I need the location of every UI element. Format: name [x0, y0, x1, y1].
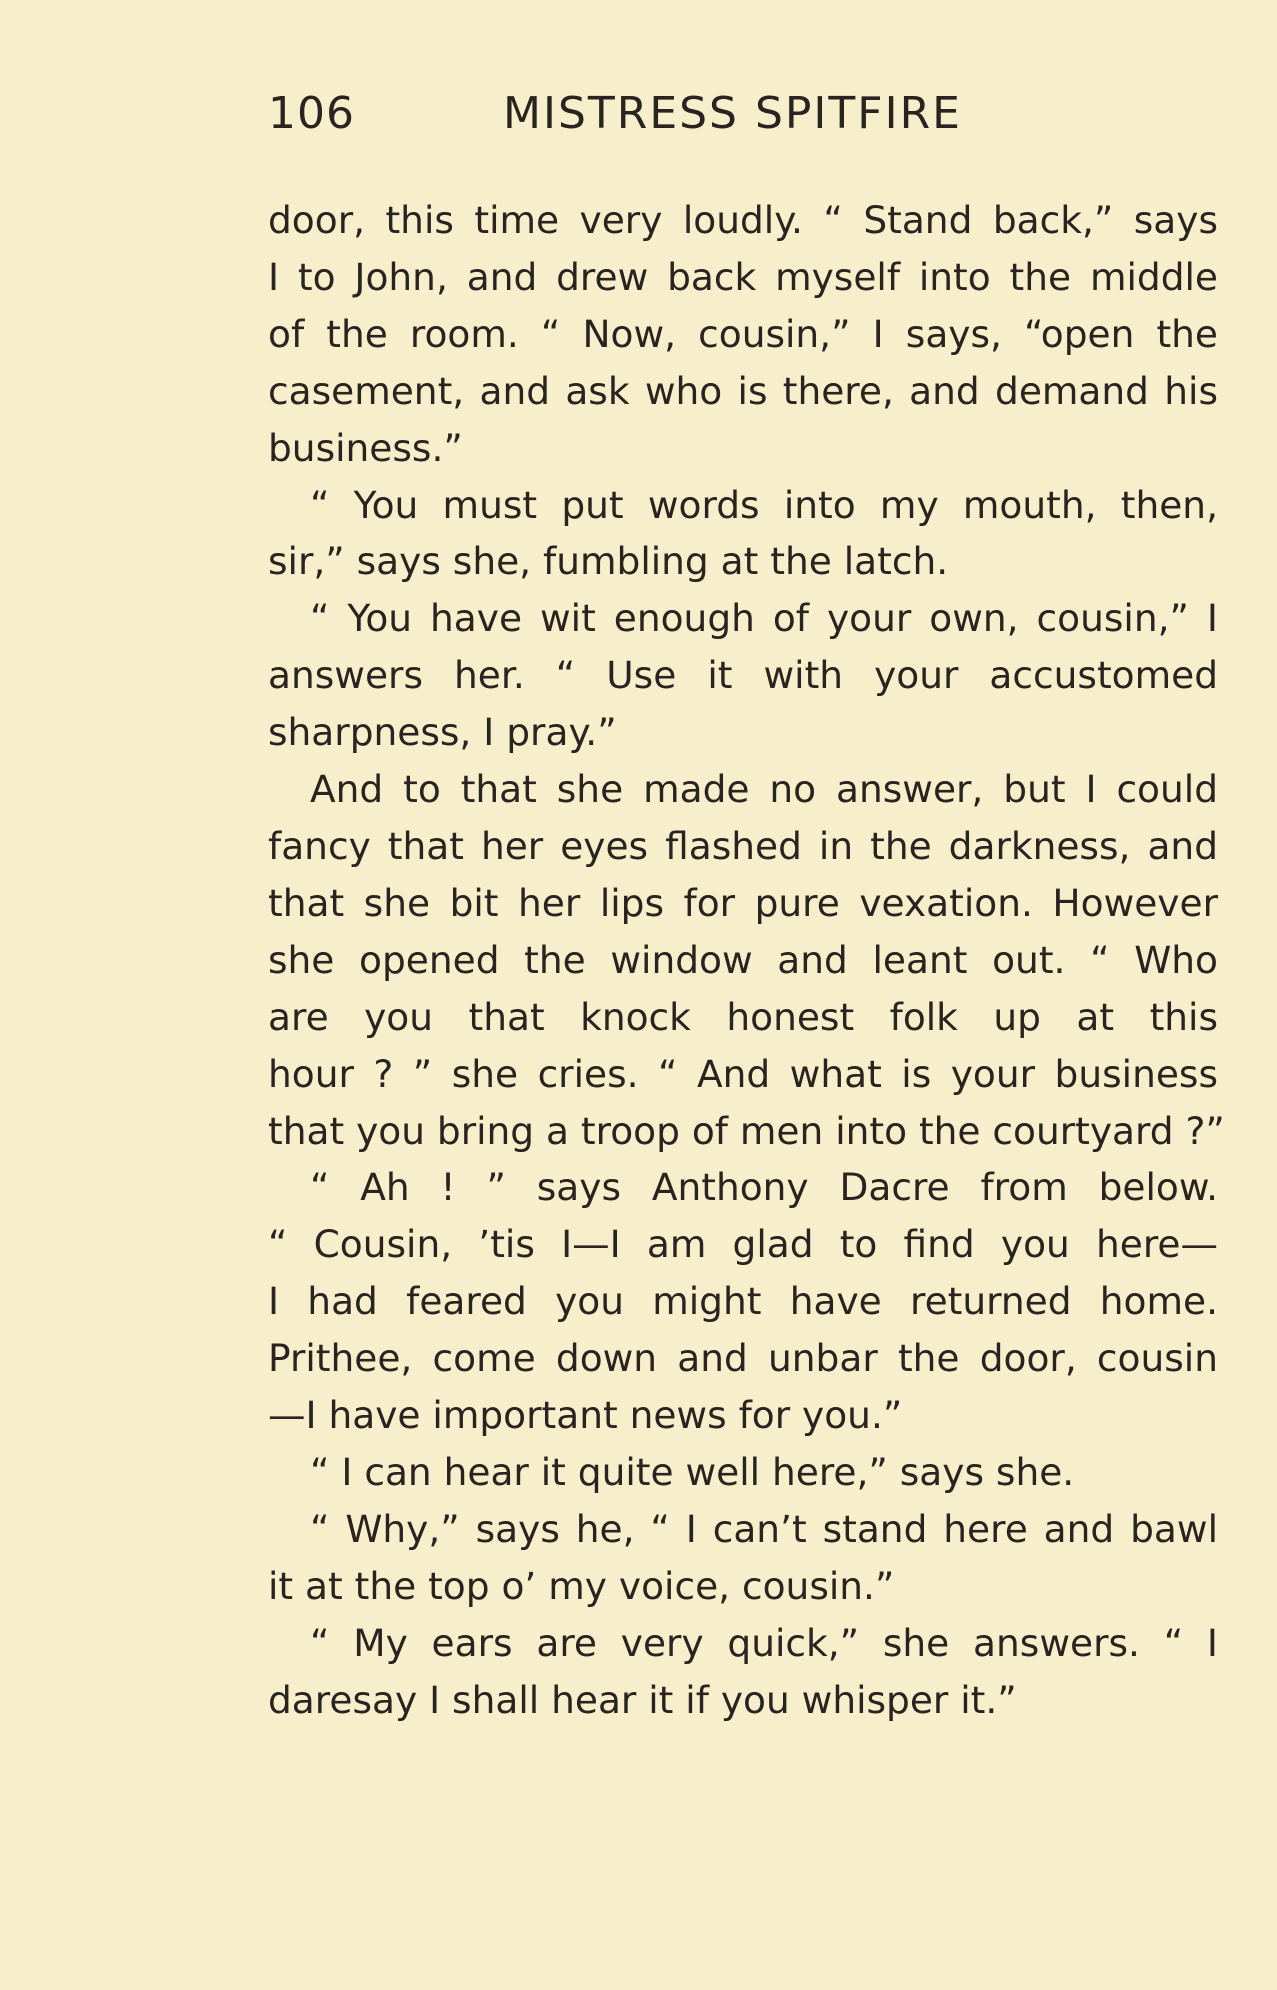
body-text: [268, 192, 1225, 1728]
text-line: “ Why,” says he, “ I can’t stand here and bawl: [310, 1506, 1218, 1551]
text-line: “ Ah ! ” says Anthony Dacre from below.: [310, 1165, 1218, 1210]
text-line: “ Cousin, ’tis I—I am glad to find you here—: [268, 1222, 1218, 1267]
text-line: “ My ears are very quick,” she answers. “ I: [310, 1620, 1218, 1665]
text-line: she opened the window and leant out. “ Who: [268, 937, 1218, 982]
text-line: sharpness, I pray.”: [268, 710, 617, 755]
text-line: fancy that her eyes flashed in the darkness, and: [268, 823, 1218, 868]
text-line: hour ? ” she cries. “ And what is your business: [268, 1051, 1218, 1096]
text-line: “ You have wit enough of your own, cousin,” I: [310, 596, 1218, 641]
text-line: “ I can hear it quite well here,” says she.: [310, 1449, 1075, 1494]
text-line: And to that she made no answer, but I could: [310, 767, 1218, 812]
text-line: —I have important news for you.”: [268, 1393, 903, 1438]
text-line: door, this time very loudly. “ Stand back,” says: [268, 198, 1218, 242]
text-line: “ You must put words into my mouth, then,: [310, 482, 1218, 527]
text-line: sir,” says she, fumbling at the latch.: [268, 539, 949, 584]
text-line: are you that knock honest folk up at this: [268, 994, 1218, 1039]
text-line: business.”: [268, 425, 463, 470]
text-line: casement, and ask who is there, and demand his: [268, 368, 1218, 413]
text-line: that she bit her lips for pure vexation. However: [268, 880, 1218, 925]
text-line: answers her. “ Use it with your accustomed: [268, 653, 1218, 698]
text-line: I to John, and drew back myself into the middle: [268, 254, 1218, 299]
text-line: daresay I shall hear it if you whisper it.”: [268, 1677, 1017, 1722]
text-line: I had feared you might have returned home.: [268, 1279, 1218, 1324]
text-line: Prithee, come down and unbar the door, cousin: [268, 1336, 1218, 1381]
text-line: of the room. “ Now, cousin,” I says, “open the: [268, 311, 1218, 356]
page-number: 106: [268, 88, 355, 139]
running-title: MISTRESS SPITFIRE: [503, 88, 962, 139]
page-header: [268, 88, 1223, 148]
text-line: it at the top o’ my voice, cousin.”: [268, 1563, 895, 1608]
text-line: that you bring a troop of men into the courtyard ?”: [268, 1108, 1225, 1153]
